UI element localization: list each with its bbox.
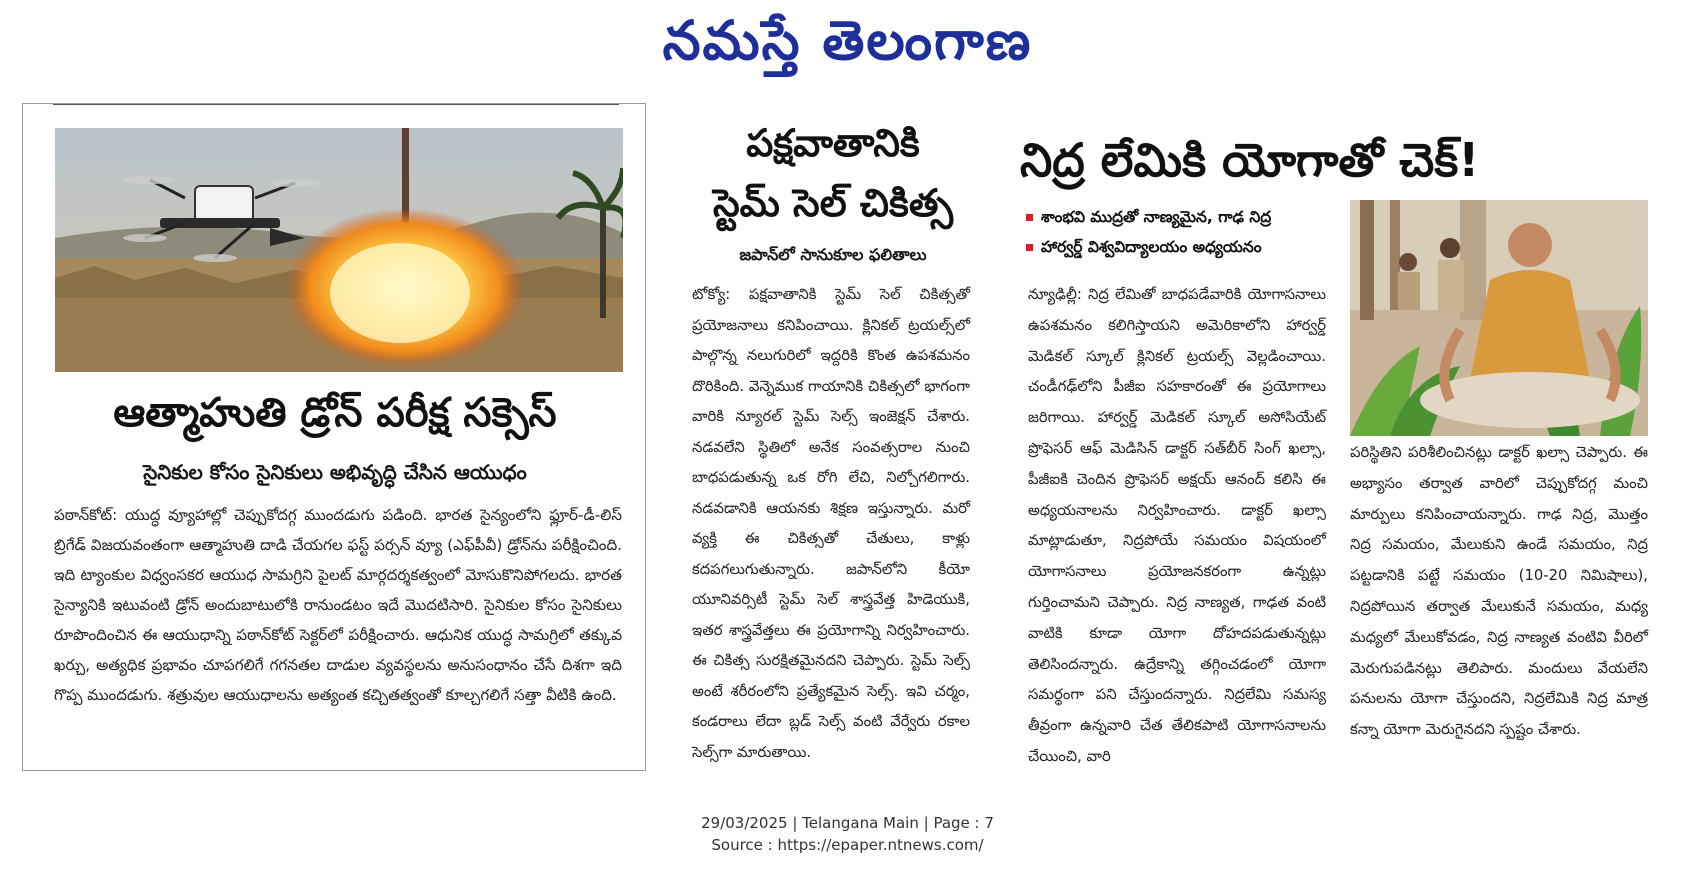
drone-explosion-photo — [55, 128, 623, 372]
yoga-highlight-item — [1026, 202, 1271, 232]
yoga-highlight-text: హార్వర్డ్ విశ్వవిద్యాలయం అధ్యయనం — [1041, 238, 1262, 256]
stemcell-headline-line1: పక్షవాతానికి — [746, 121, 920, 165]
drone-subhead: సైనికుల కోసం సైనికులు అభివృద్ధి చేసిన ఆయుధం — [143, 460, 527, 484]
newspaper-masthead: నమస్తే తెలంగాణ — [662, 9, 1033, 72]
yoga-highlights — [1026, 202, 1271, 262]
yoga-body-column-1: న్యూఢిల్లీ: నిద్ర లేమితో బాధపడేవారికి యోగాసనాలు ఉపశమనం కలిగిస్తాయని అమెరికాలోని హార్వర్డ్ మెడికల్ స్కూల్ క్లినికల్ ట్రయల్స్ వెల్లడించాయి. చండీగఢ్‌లోని పీజీఐ సహకారంతో ఈ ప్రయోగాలు జరిగాయి. హార్వర్డ్ మెడికల్ స్కూల్ అసోసియేట్ ప్రొఫెసర్ ఆఫ్ మెడిసిన్ డాక్టర్ సత్‌బీర్ సింగ్ ఖల్సా, పీజీఐకి చెందిన ప్రొఫెసర్ అక్షయ్ ఆనంద్ కలిసి ఈ అధ్యయనాలను నిర్వహించారు. డాక్టర్ ఖల్సా మాట్లాడుతూ, నిద్రపోయే సమయం విషయంలో యోగాసనాలు ప్రయోజనకరంగా ఉన్నట్లు గుర్తించామని చెప్పారు. నిద్ర నాణ్యత, గాఢత వంటి వాటికి కూడా యోగా దోహదపడుతున్నట్లు తెలిసిందన్నారు. ఉద్రేకాన్ని తగ్గించడంలో యోగా సమర్థంగా పని చేస్తుందన్నారు. నిద్రలేమి సమస్య తీవ్రంగా ఉన్నవారి చేత తేలికపాటి యోగాసనాలను చేయించి, వారి — [1028, 286, 1326, 765]
top-rule — [53, 104, 619, 105]
edition-info: 29/03/2025 | Telangana Main | Page : 7 — [701, 814, 994, 832]
bullet-marker — [1026, 244, 1033, 251]
yoga-headline: నిద్ర లేమికి యోగాతో చెక్! — [1020, 133, 1480, 187]
source-link[interactable]: Source : https://epaper.ntnews.com/ — [711, 836, 984, 854]
yoga-highlight-text: శాంభవి ముద్రతో నాణ్యమైన, గాఢ నిద్ర — [1041, 208, 1272, 226]
bullet-marker — [1026, 214, 1033, 221]
stemcell-body: టోక్యో: పక్షవాతానికి స్టెమ్ సెల్ చికిత్సతో ప్రయోజనాలు కనిపించాయి. క్లినికల్ ట్రయల్స్‌లో పాల్గొన్న నలుగురిలో ఇద్దరికి కొంత ఉపశమనం దొరికింది. వెన్నెముక గాయానికి చికిత్సలో భాగంగా వారికి న్యూరల్ స్టెమ్ సెల్స్ ఇంజెక్షన్ చేశారు. నడవలేని స్థితిలో అనేక సంవత్సరాల నుంచి బాధపడుతున్న ఒక రోగి లేచి, నిల్చోగలిగారు. నడవడానికి ఆయనకు శిక్షణ ఇస్తున్నారు. మరో వ్యక్తి ఈ చికిత్సతో చేతులు, కాళ్లు కదపగలుగుతున్నారు. జపాన్‌లోని కీయో యూనివర్సిటీ స్టెమ్ సెల్ శాస్త్రవేత్త హిడెయుకి, ఇతర శాస్త్రవేత్తలు ఈ ప్రయోగాన్ని నిర్వహించారు. ఈ చికిత్స సురక్షితమైనదని చెప్పారు. స్టెమ్ సెల్స్ అంటే శరీరంలోని ప్రత్యేకమైన సెల్స్. ఇవి చర్మం, కండరాలు లేదా బ్లడ్ సెల్స్ వంటి వేర్వేరు రకాల సెల్స్‌గా మారుతాయి. — [692, 286, 970, 761]
stemcell-subhead: జపాన్‌లో సానుకూల ఫలితాలు — [739, 245, 927, 264]
stemcell-headline-line2: స్టెమ్ సెల్ చికిత్స — [712, 181, 954, 225]
yoga-body-column-2: పరిస్థితిని పరిశీలించినట్లు డాక్టర్ ఖల్సా చెప్పారు. ఈ అభ్యాసం తర్వాత వారిలో చెప్పుకోదగ్గ మంచి మార్పులు కనిపించాయన్నారు. గాఢ నిద్ర, మొత్తం నిద్ర సమయం, మేలుకుని ఉండే సమయం, నిద్ర పట్టడానికి పట్టే సమయం (10-20 నిమిషాలు), నిద్రపోయిన తర్వాత మేలుకునే సమయం, మధ్య మధ్యలో మేలుకోవడం, నిద్ర నాణ్యత వంటివి వీరిలో మెరుగుపడినట్లు తెలిపారు. మందులు వేయలేని పనులను యోగా చేస్తుందని, నిద్రలేమికి నిద్ర మాత్ర కన్నా యోగా మెరుగైనదని స్పష్టం చేశారు. — [1350, 444, 1648, 739]
drone-headline: ఆత్మాహుతి డ్రోన్ పరీక్ష సక్సెస్ — [113, 390, 557, 436]
yoga-highlight-item — [1026, 232, 1271, 262]
yoga-meditation-photo — [1350, 200, 1648, 436]
drone-body: పఠాన్‌కోట్: యుద్ధ వ్యూహాల్లో చెప్పుకోదగ్గ ముందడుగు పడింది. భారత సైన్యంలోని ఫ్లూర్-డీ-లిస్ బ్రిగేడ్ విజయవంతంగా ఆత్మాహుతి దాడి చేయగల ఫస్ట్ పర్సన్ వ్యూ (ఎఫ్‌పీవీ) డ్రోన్‌ను పరీక్షించింది. ఇది ట్యాంకుల విధ్వంసకర ఆయుధ సామగ్రిని పైలట్ మార్గదర్శకత్వంలో మోసుకొనిపోగలదు. భారత సైన్యానికి ఇటువంటి డ్రోన్ అందుబాటులోకి రానుండటం ఇదే మొదటిసారి. సైనికుల కోసం సైనికులు రూపొందించిన ఈ ఆయుధాన్ని పఠాన్‌కోట్ సెక్టర్‌లో పరీక్షించారు. ఆధునిక యుద్ధ సామగ్రిలో తక్కువ ఖర్చు, అత్యధిక ప్రభావం చూపగలిగే గగనతల దాడుల వ్యవస్థలను అనుసంధానం చేసే దిశగా ఇది గొప్ప ముందడుగు. శత్రువుల ఆయుధాలను అత్యంత కచ్చితత్వంతో కూల్చగలిగే సత్తా వీటికి ఉంది. — [54, 506, 622, 704]
